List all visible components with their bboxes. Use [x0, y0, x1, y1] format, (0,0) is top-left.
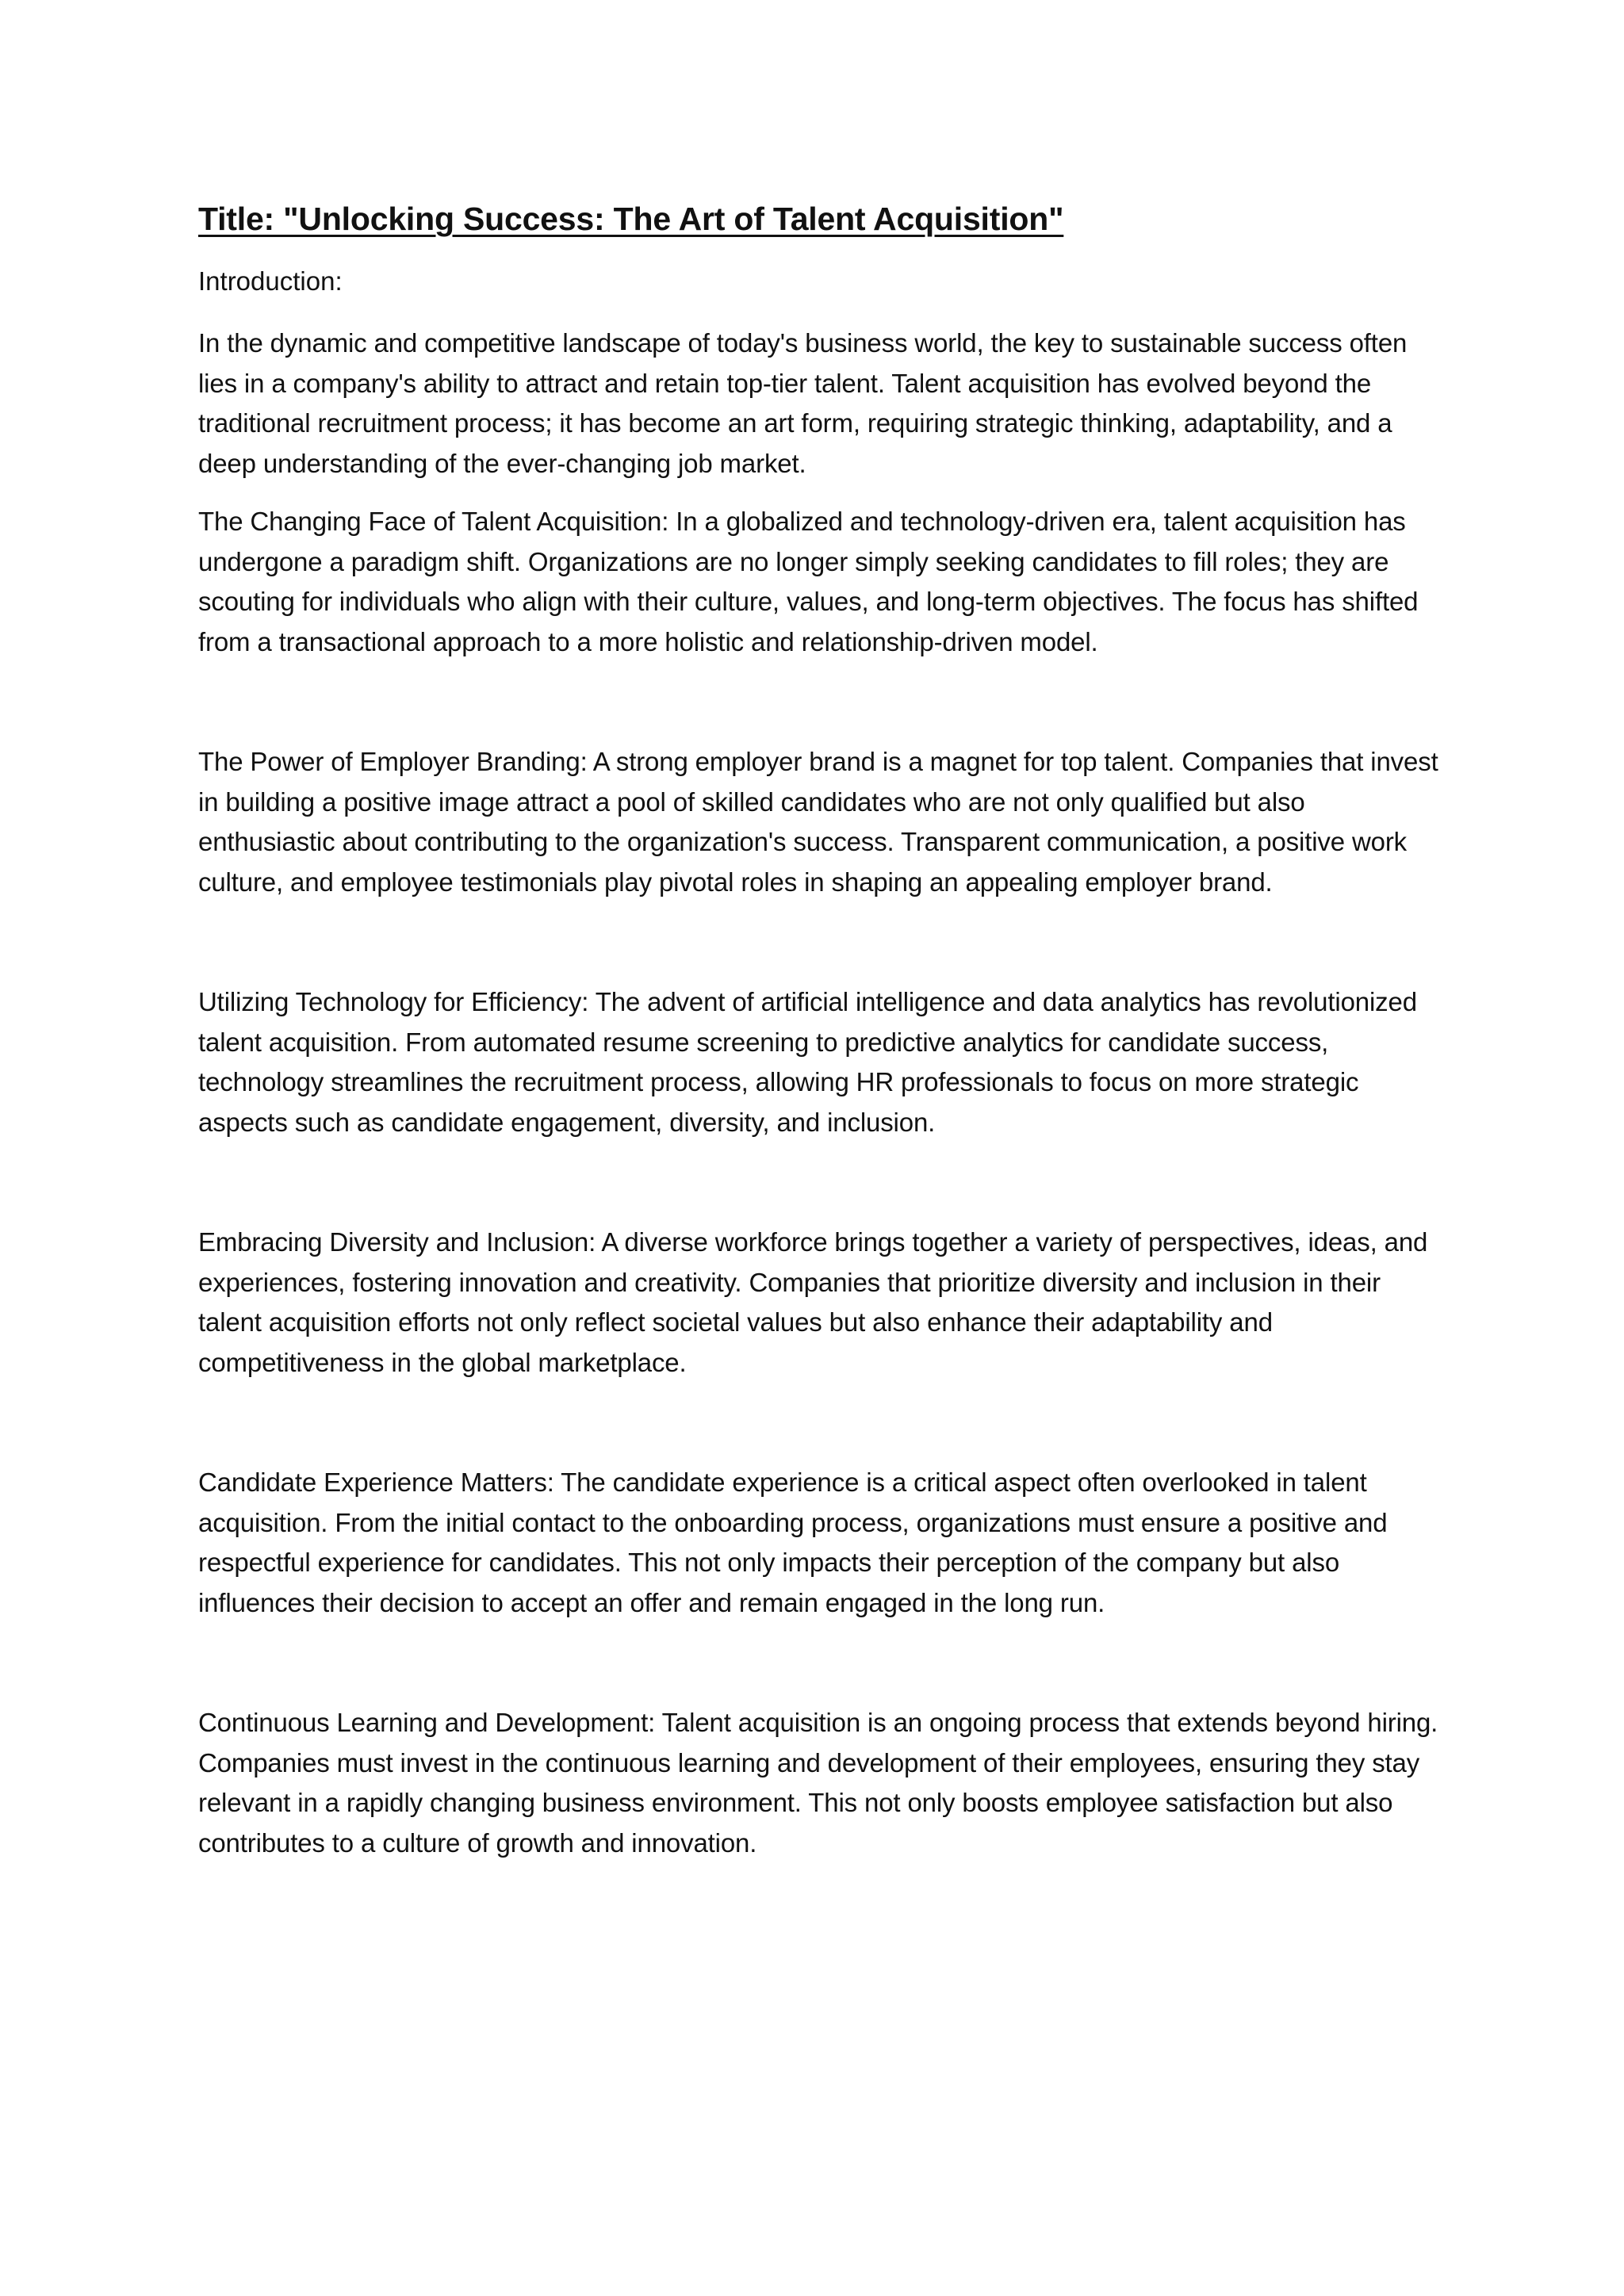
paragraph-changing-face: The Changing Face of Talent Acquisition: In a globalized and technology-driven era, talent acquisition has undergone a paradigm shift. Organizations are no longer simply seeking candidates to fill roles; they are scouting for individuals who align with their culture, values, and long-term objectives. The focus has shifted from a transactional approach to a more holistic and relationship-driven model.	[198, 507, 1419, 656]
paragraph-diversity: Embracing Diversity and Inclusion: A diverse workforce brings together a variety of perspectives, ideas, and experiences, fostering innovation and creativity. Companies that prioritize diversity and inclusion in their talent acquisition efforts not only reflect societal values but also enhance their adaptability and competitiveness in the global marketplace.	[198, 1227, 1428, 1377]
paragraph-continuous-learning: Continuous Learning and Development: Talent acquisition is an ongoing process that extends beyond hiring. Companies must invest in the continuous learning and development of their employees, ensuring they stay relevant in a rapidly changing business environment. This not only boosts employee satisfaction but also contributes to a culture of growth and innovation.	[198, 1708, 1438, 1858]
paragraph-employer-branding: The Power of Employer Branding: A strong employer brand is a magnet for top talent. Companies that invest in building a positive image attract a pool of skilled candidates who are not only qualified but also enthusiastic about contributing to the organization's success. Transparent communication, a positive work culture, and employee testimonials play pivotal roles in shaping an appealing employer brand.	[198, 747, 1438, 897]
document-title: Title: "Unlocking Success: The Art of Talent Acquisition"	[198, 201, 1064, 237]
paragraph-technology: Utilizing Technology for Efficiency: The advent of artificial intelligence and data analytics has revolutionized talent acquisition. From automated resume screening to predictive analytics for candidate success, technology streamlines the recruitment process, allowing HR professionals to focus on more strategic aspects such as candidate engagement, diversity, and inclusion.	[198, 987, 1417, 1137]
introduction-label: Introduction:	[198, 266, 343, 296]
paragraph-candidate-experience: Candidate Experience Matters: The candidate experience is a critical aspect often overlooked in talent acquisition. From the initial contact to the onboarding process, organizations must ensure a positive and respectful experience for candidates. This not only impacts their perception of the company but also influences their decision to accept an offer and remain engaged in the long run.	[198, 1468, 1388, 1617]
paragraph-introduction: In the dynamic and competitive landscape of today's business world, the key to sustainable success often lies in a company's ability to attract and retain top-tier talent. Talent acquisition has evolved beyond the traditional recruitment process; it has become an art form, requiring strategic thinking, adaptability, and a deep understanding of the ever-changing job market.	[198, 328, 1408, 478]
